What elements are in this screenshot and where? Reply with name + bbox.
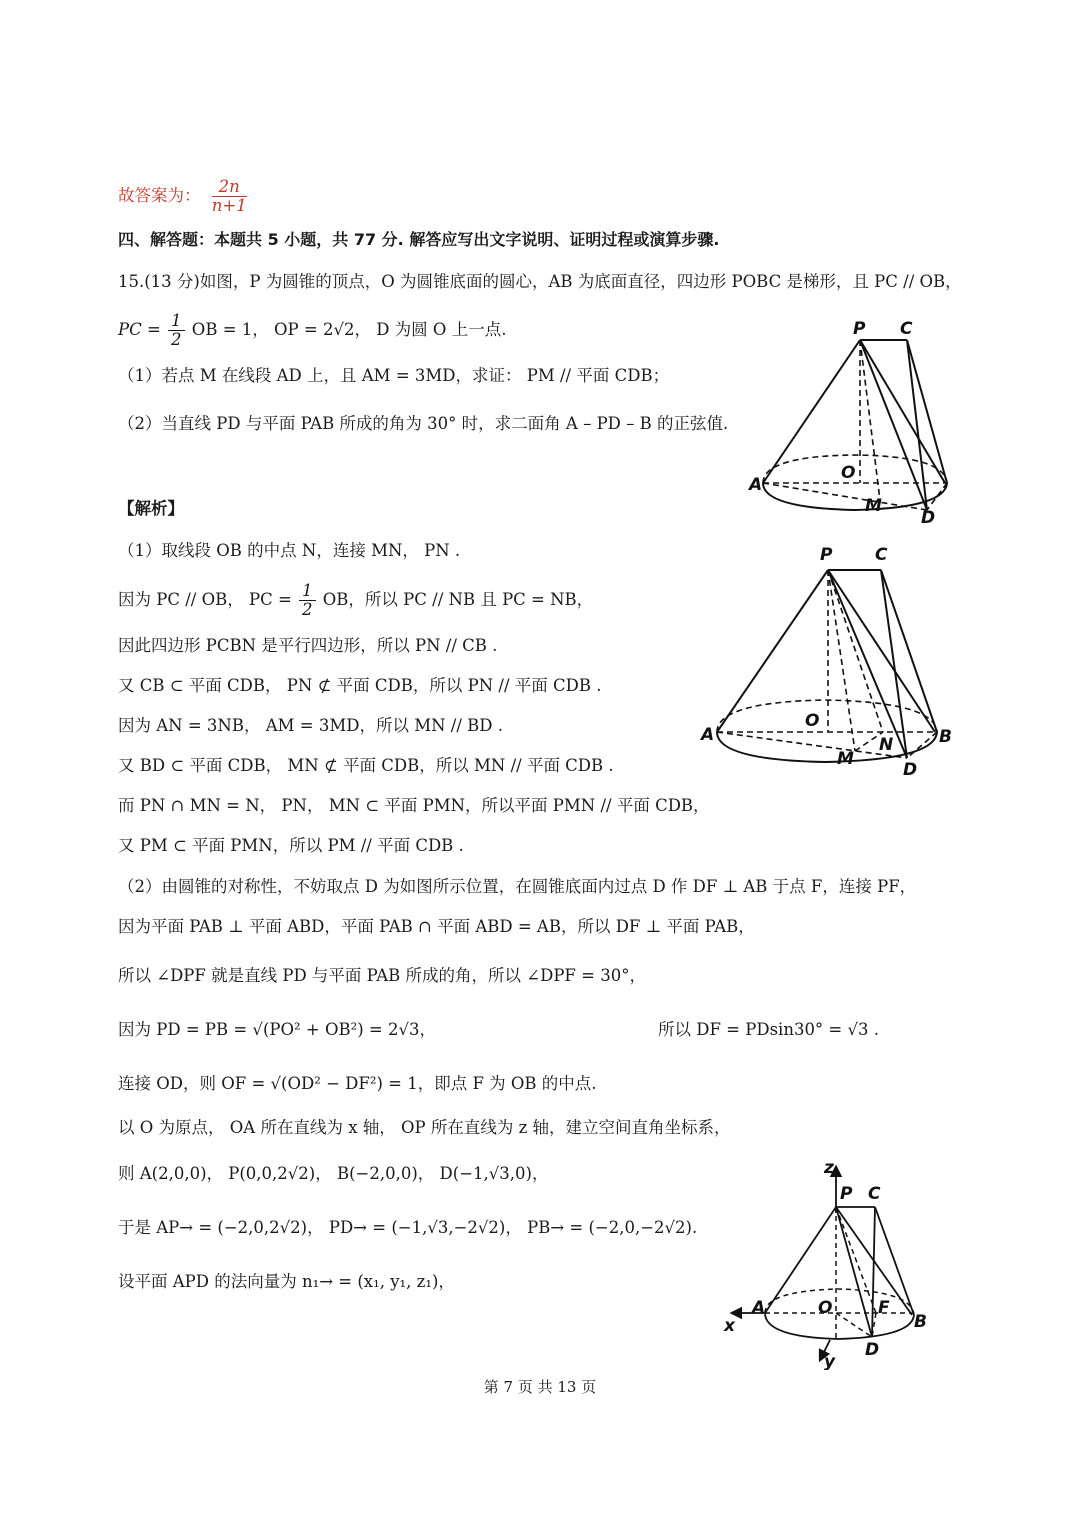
solution-line-7: 而 PN ∩ MN = N， PN， MN ⊂ 平面 PMN，所以平面 PMN // 平面 CDB，: [118, 796, 710, 815]
fig1-edge-cb: [907, 340, 947, 483]
problem-fraction: [168, 312, 185, 349]
fig1-label-c: C: [900, 319, 913, 339]
figure-3-cone-axes: [720, 1155, 950, 1370]
solution-line-3: 因此四边形 PCBN 是平行四边形，所以 PN // CB .: [118, 636, 498, 655]
fig3-edge-pf: [836, 1207, 876, 1313]
problem-part-1: （1）若点 M 在线段 AD 上，且 AM = 3MD，求证： PM // 平面 CDB；: [118, 366, 670, 385]
fig3-label-f: F: [878, 1298, 890, 1318]
solution-line-2: [118, 582, 593, 619]
problem-line-1: 15.(13 分)如图，P 为圆锥的顶点，O 为圆锥底面的圆心，AB 为底面直径，四边形 POBC 是梯形，且 PC // OB，: [118, 272, 962, 291]
fig1-label-d: D: [921, 508, 936, 528]
page-footer: 第 7 页 共 13 页: [483, 1378, 597, 1396]
solution-line-13: 连接 OD，则 OF = √(OD² − DF²) = 1，即点 F 为 OB 的中点.: [118, 1074, 597, 1093]
fig2-edge-pm: [828, 570, 855, 751]
fig2-label-a: A: [701, 725, 715, 745]
solution-line-4: 又 CB ⊂ 平面 CDB， PN ⊄ 平面 CDB，所以 PN // 平面 CDB .: [118, 676, 602, 695]
solution-frac-num: 1: [299, 582, 316, 601]
problem-line-2: [118, 312, 506, 349]
fig3-edge-pd: [836, 1207, 872, 1337]
problem-frac-den: 2: [171, 330, 182, 349]
fig1-label-p: P: [853, 319, 866, 339]
fig1-label-m: M: [865, 496, 882, 516]
fig3-label-d: D: [865, 1340, 880, 1360]
solution-line-12b: 所以 DF = PDsin30° = √3 .: [658, 1020, 880, 1039]
fig2-label-m: M: [837, 749, 854, 769]
solution-label: 【解析】: [118, 499, 184, 518]
fig2-label-b: B: [939, 727, 952, 747]
fig2-edge-bd: [907, 732, 937, 758]
solution-line-2-a: 因为 PC // OB， PC =: [118, 590, 292, 609]
solution-frac-den: 2: [302, 600, 313, 619]
answer-prefix: 故答案为：: [118, 186, 201, 205]
fig1-edge-ad: [763, 483, 927, 510]
answer-numerator: 2n: [212, 178, 247, 197]
solution-line-10: 因为平面 PAB ⊥ 平面 ABD，平面 PAB ∩ 平面 ABD = AB，所以 DF ⊥ 平面 PAB，: [118, 917, 755, 936]
fig1-label-o: O: [841, 463, 856, 483]
fig3-label-x: x: [724, 1316, 735, 1336]
solution-line-17: 设平面 APD 的法向量为 n₁→ = (x₁, y₁, z₁)，: [118, 1272, 455, 1291]
answer-denominator: n+1: [211, 196, 247, 215]
fig2-label-d: D: [903, 760, 918, 780]
fig3-label-a: A: [752, 1298, 766, 1318]
fig3-label-c: C: [868, 1184, 881, 1204]
fig3-label-p: P: [840, 1184, 853, 1204]
solution-line-12a: 因为 PD = PB = √(PO² + OB²) = 2√3，: [118, 1020, 436, 1039]
solution-line-2-b: OB，所以 PC // NB 且 PC = NB，: [322, 590, 594, 609]
solution-line-11: 所以 ∠DPF 就是直线 PD 与平面 PAB 所成的角，所以 ∠DPF = 30°，: [118, 966, 646, 985]
fig2-label-p: P: [820, 545, 833, 565]
solution-line-14: 以 O 为原点， OA 所在直线为 x 轴， OP 所在直线为 z 轴，建立空间直角坐标系，: [118, 1118, 731, 1137]
fig3-label-y: y: [824, 1352, 836, 1370]
problem-part-2: （2）当直线 PD 与平面 PAB 所成的角为 30° 时，求二面角 A – PD – B 的正弦值.: [118, 414, 729, 433]
fig2-edge-pb: [828, 570, 935, 732]
solution-line-15: 则 A(2,0,0)， P(0,0,2√2)， B(−2,0,0)， D(−1,√3,0)，: [118, 1164, 549, 1183]
fig2-edge-pa: [717, 570, 828, 732]
fig1-edge-pa: [763, 340, 860, 483]
solution-line-8: 又 PM ⊂ 平面 PMN，所以 PM // 平面 CDB .: [118, 836, 464, 855]
fig2-label-c: C: [875, 545, 888, 565]
fig2-back-arc: [717, 700, 937, 732]
problem-line-2-a: PC =: [118, 320, 161, 339]
solution-fraction: [299, 582, 316, 619]
fig3-front-arc: [765, 1313, 914, 1339]
solution-line-6: 又 BD ⊂ 平面 CDB， MN ⊄ 平面 CDB，所以 MN // 平面 CDB .: [118, 756, 614, 775]
fig1-front-arc: [763, 483, 947, 510]
fig2-edge-pd: [828, 570, 907, 758]
section-heading: 四、解答题：本题共 5 小题，共 77 分. 解答应写出文字说明、证明过程或演算步骤.: [118, 230, 720, 249]
solution-line-1: （1）取线段 OB 的中点 N，连接 MN， PN .: [118, 541, 461, 560]
fig1-edge-pb: [860, 340, 945, 483]
fig2-edge-cd: [881, 570, 907, 758]
fig2-edge-cb: [881, 570, 937, 732]
answer-line: [118, 178, 249, 215]
fig1-label-a: A: [749, 475, 763, 495]
fig2-label-o: O: [805, 711, 820, 731]
fig3-label-o: O: [818, 1298, 833, 1318]
solution-line-16: 于是 AP→ = (−2,0,2√2)， PD→ = (−1,√3,−2√2)， PB→ = (−2,0,−2√2).: [118, 1218, 698, 1237]
problem-frac-num: 1: [168, 312, 185, 331]
figure-2-cone: [695, 540, 965, 780]
fig3-back-arc: [765, 1289, 914, 1315]
fig2-edge-pn: [828, 570, 883, 732]
answer-fraction: [212, 178, 247, 215]
figure-1-cone: [745, 318, 965, 528]
solution-line-5: 因为 AN = 3NB， AM = 3MD，所以 MN // BD .: [118, 716, 503, 735]
solution-line-9: （2）由圆锥的对称性，不妨取点 D 为如图所示位置，在圆锥底面内过点 D 作 DF ⊥ AB 于点 F，连接 PF，: [118, 877, 917, 896]
fig3-label-z: z: [824, 1158, 834, 1178]
problem-line-2-b: OB = 1， OP = 2√2， D 为圆 O 上一点.: [191, 320, 507, 339]
fig2-label-n: N: [879, 735, 894, 755]
fig3-label-b: B: [914, 1312, 927, 1332]
